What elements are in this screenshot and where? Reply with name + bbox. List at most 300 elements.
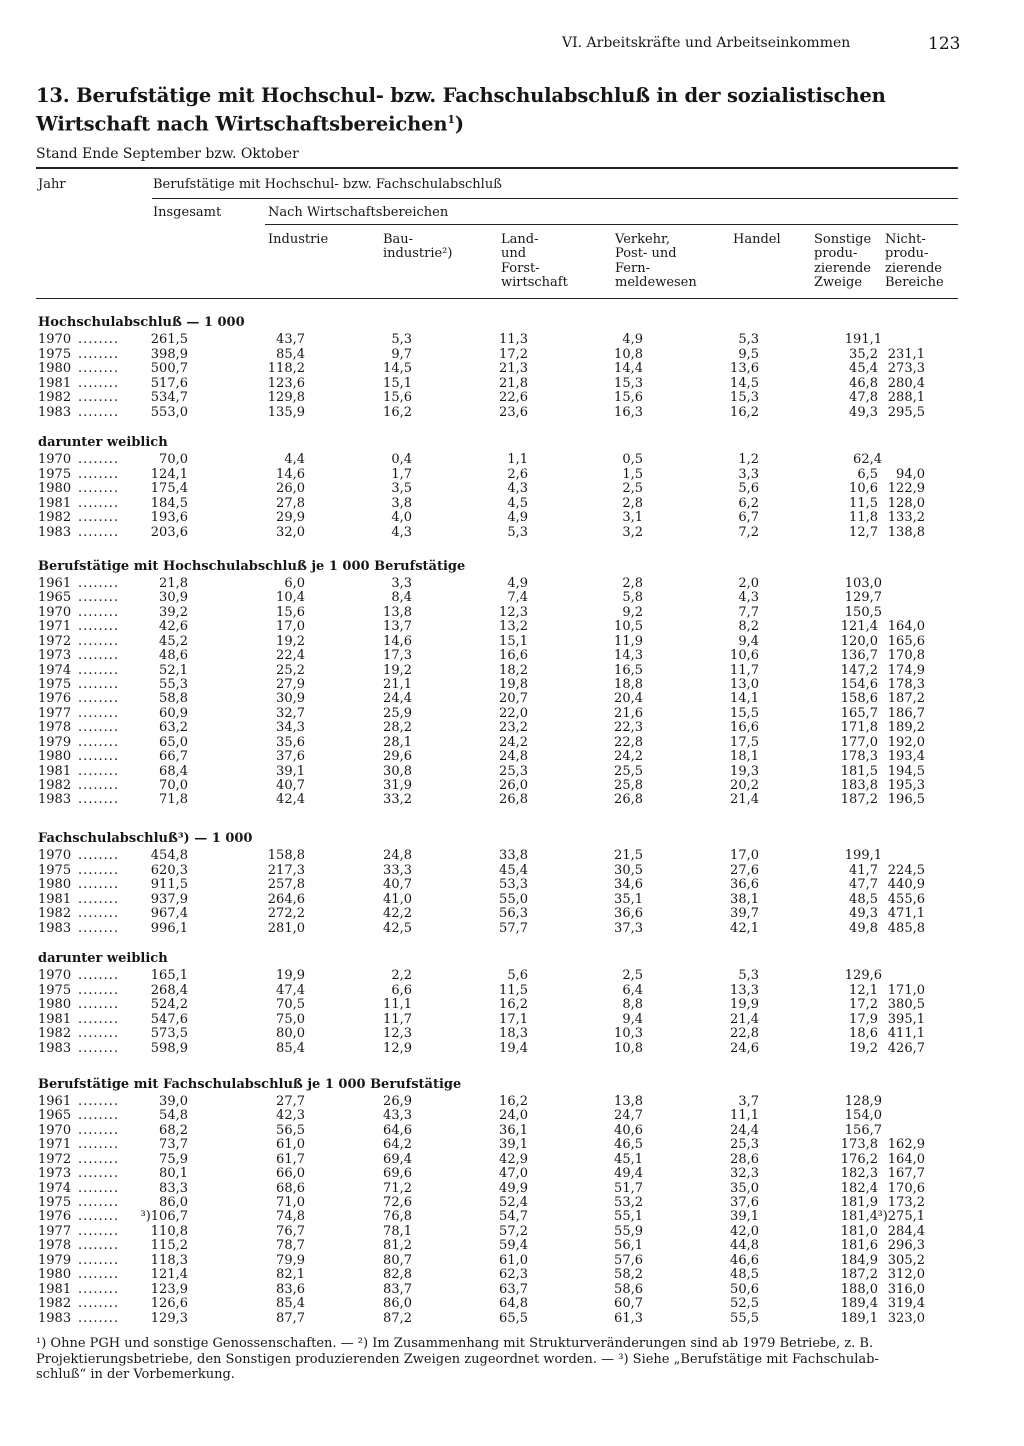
table-cell: 62,3	[499, 1267, 528, 1283]
table-cell: 15,6	[383, 390, 412, 406]
leader-dots: ........	[78, 1209, 120, 1225]
table-cell: 9,7	[391, 346, 412, 362]
table-cell: 178,3	[840, 749, 878, 764]
leader-dots: ........	[78, 390, 120, 406]
table-cell: 42,4	[276, 792, 305, 808]
table-row	[0, 907, 1024, 922]
leader-dots: ........	[78, 1252, 120, 1268]
table-cell: 281,0	[267, 921, 305, 936]
table-row	[0, 333, 1024, 348]
table-row	[0, 750, 1024, 765]
col-insgesamt: Insgesamt	[153, 205, 222, 220]
table-cell: 64,8	[499, 1296, 528, 1311]
table-row	[0, 1297, 1024, 1312]
table-cell: 19,2	[276, 633, 305, 649]
table-cell: 58,6	[614, 1281, 643, 1297]
table-cell: 3,3	[391, 576, 412, 591]
table-cell: 57,6	[614, 1252, 643, 1268]
table-cell: 13,3	[730, 982, 759, 998]
table-cell: 13,8	[614, 1094, 643, 1109]
table-cell: 187,2	[840, 792, 878, 808]
table-cell: 16,5	[614, 662, 643, 678]
leader-dots: ........	[78, 1195, 120, 1210]
table-cell: 36,6	[614, 906, 643, 922]
row-year: 1970	[38, 452, 72, 467]
col-land-line2: und	[501, 246, 527, 262]
table-row	[0, 1239, 1024, 1254]
col-nicht-line2: produ-	[885, 246, 929, 262]
table-cell: 177,0	[840, 734, 878, 750]
row-year: 1971	[38, 619, 72, 635]
row-year: 1983	[38, 525, 72, 540]
row-year: 1982	[38, 777, 72, 793]
table-cell: 64,6	[383, 1122, 412, 1138]
table-cell: 5,6	[507, 968, 528, 983]
table-cell: 22,8	[614, 734, 643, 750]
table-cell: 36,6	[730, 877, 759, 893]
table-cell: 16,2	[730, 405, 759, 420]
table-cell: 68,4	[159, 763, 188, 779]
table-cell: 0,4	[391, 452, 412, 467]
table-cell: 121,4	[840, 619, 878, 635]
col-group: Berufstätige mit Hochschul- bzw. Fachschulabschluß	[153, 177, 502, 192]
table-cell: 24,6	[730, 1041, 759, 1056]
table-cell: 61,7	[276, 1151, 305, 1167]
leader-dots: ........	[78, 749, 120, 764]
table-row	[0, 969, 1024, 984]
table-row	[0, 779, 1024, 794]
table-cell: 10,6	[730, 648, 759, 664]
table-cell: 5,3	[507, 525, 528, 540]
combined-cell: 62,4	[853, 452, 882, 467]
table-cell: 295,5	[887, 405, 925, 420]
table-cell: 24,0	[499, 1108, 528, 1124]
title-tail: )	[454, 112, 464, 136]
table-cell: 25,3	[730, 1137, 759, 1153]
leader-dots: ........	[78, 1267, 120, 1283]
table-cell: 22,3	[614, 720, 643, 736]
table-cell: 83,7	[383, 1281, 412, 1297]
table-cell: 24,4	[383, 691, 412, 707]
table-cell: 36,1	[499, 1122, 528, 1138]
leader-dots: ........	[78, 332, 120, 347]
table-cell: 534,7	[150, 390, 188, 406]
table-row	[0, 526, 1024, 541]
table-cell: 73,7	[159, 1137, 188, 1153]
leader-dots: ........	[78, 763, 120, 779]
table-cell: 76,7	[276, 1223, 305, 1239]
table-cell: 57,2	[499, 1223, 528, 1239]
table-cell: 24,7	[614, 1108, 643, 1124]
leader-dots: ........	[78, 525, 120, 540]
table-row	[0, 468, 1024, 483]
table-cell: 43,7	[276, 332, 305, 347]
table-cell: 87,2	[383, 1310, 412, 1326]
leader-dots: ........	[78, 891, 120, 907]
leader-dots: ........	[78, 1238, 120, 1254]
table-cell: 9,2	[622, 604, 643, 620]
leader-dots: ........	[78, 982, 120, 998]
row-year: 1982	[38, 510, 72, 526]
table-cell: 11,1	[730, 1108, 759, 1124]
leader-dots: ........	[78, 495, 120, 511]
table-cell: 27,6	[730, 862, 759, 878]
leader-dots: ........	[78, 633, 120, 649]
table-cell: 42,9	[499, 1151, 528, 1167]
table-cell: 189,4	[840, 1296, 878, 1311]
table-cell: 55,0	[499, 891, 528, 907]
table-cell: 55,3	[159, 676, 188, 692]
table-row	[0, 878, 1024, 893]
table-cell: 4,3	[391, 525, 412, 540]
table-cell: 135,9	[267, 405, 305, 420]
row-year: 1976	[38, 1209, 72, 1225]
table-cell: 31,9	[383, 777, 412, 793]
row-year: 1965	[38, 1108, 72, 1124]
table-cell: 911,5	[150, 877, 188, 893]
table-row	[0, 377, 1024, 392]
row-year: 1983	[38, 921, 72, 936]
combined-cell: 156,7	[844, 1122, 882, 1138]
table-cell: 3,1	[622, 510, 643, 526]
col-bau-line1: Bau-	[383, 232, 414, 247]
table-cell: 23,6	[499, 405, 528, 420]
table-cell: 63,7	[499, 1281, 528, 1297]
table-cell: 5,3	[391, 332, 412, 347]
table-cell: 123,9	[150, 1281, 188, 1297]
leader-dots: ........	[78, 576, 120, 591]
table-cell: 25,3	[499, 763, 528, 779]
table-row	[0, 453, 1024, 468]
table-row	[0, 1283, 1024, 1298]
table-row	[0, 864, 1024, 879]
table-cell: 39,0	[159, 1094, 188, 1109]
table-cell: 120,0	[840, 633, 878, 649]
row-year: 1970	[38, 1122, 72, 1138]
table-cell: 15,3	[614, 375, 643, 391]
row-year: 1975	[38, 982, 72, 998]
leader-dots: ........	[78, 648, 120, 664]
table-cell: 174,9	[887, 662, 925, 678]
table-cell: 10,4	[276, 590, 305, 606]
table-cell: 312,0	[887, 1267, 925, 1283]
table-cell: 21,8	[499, 375, 528, 391]
table-row	[0, 1153, 1024, 1168]
table-cell: 39,1	[730, 1209, 759, 1225]
table-row	[0, 1109, 1024, 1124]
table-cell: 128,0	[887, 495, 925, 511]
col-verkehr-line3: Fern-	[615, 260, 650, 276]
table-cell: 158,6	[840, 691, 878, 707]
table-cell: 455,6	[887, 891, 925, 907]
table-cell: 34,6	[614, 877, 643, 893]
table-cell: 16,3	[614, 405, 643, 420]
row-year: 1980	[38, 361, 72, 377]
table-cell: 9,5	[738, 346, 759, 362]
col-verkehr-line2: Post- und	[615, 246, 677, 262]
table-cell: 316,0	[887, 1281, 925, 1297]
col-nicht	[885, 233, 944, 291]
table-cell: 14,3	[614, 648, 643, 664]
row-year: 1970	[38, 848, 72, 863]
row-year: 1982	[38, 906, 72, 922]
leader-dots: ........	[78, 1151, 120, 1167]
row-year: 1980	[38, 481, 72, 497]
row-year: 1970	[38, 968, 72, 983]
table-cell: 25,8	[614, 777, 643, 793]
sector-rule	[265, 224, 958, 225]
table-cell: 6,7	[738, 510, 759, 526]
leader-dots: ........	[78, 604, 120, 620]
leader-dots: ........	[78, 676, 120, 692]
table-cell: 1,5	[622, 466, 643, 482]
leader-dots: ........	[78, 906, 120, 922]
row-year: 1983	[38, 1041, 72, 1056]
table-cell: 11,8	[849, 510, 878, 526]
table-cell: 170,6	[887, 1180, 925, 1196]
col-nicht-line4: Bereiche	[885, 275, 944, 291]
table-cell: 46,5	[614, 1137, 643, 1153]
table-cell: 3,5	[391, 481, 412, 497]
table-cell: 25,5	[614, 763, 643, 779]
leader-dots: ........	[78, 968, 120, 983]
table-cell: 16,2	[383, 405, 412, 420]
col-sonstige-line2: produ-	[814, 246, 858, 262]
table-cell: 24,4	[730, 1122, 759, 1138]
table-cell: 5,3	[738, 968, 759, 983]
table-cell: 11,7	[730, 662, 759, 678]
table-cell: 181,6	[840, 1238, 878, 1254]
table-cell: 9,4	[738, 633, 759, 649]
table-cell: 158,8	[267, 848, 305, 863]
table-cell: 54,8	[159, 1108, 188, 1124]
leader-dots: ........	[78, 1296, 120, 1311]
table-cell: 19,9	[730, 997, 759, 1013]
table-cell: 21,8	[159, 576, 188, 591]
leader-dots: ........	[78, 1041, 120, 1056]
col-verkehr	[615, 233, 697, 291]
table-cell: 47,7	[849, 877, 878, 893]
leader-dots: ........	[78, 777, 120, 793]
table-cell: 18,6	[849, 1026, 878, 1042]
row-year: 1982	[38, 390, 72, 406]
table-row	[0, 649, 1024, 664]
table-cell: 15,1	[383, 375, 412, 391]
table-cell: 15,5	[730, 705, 759, 721]
table-row	[0, 1268, 1024, 1283]
table-cell: 18,1	[730, 749, 759, 764]
table-cell: 49,3	[849, 906, 878, 922]
table-cell: 42,3	[276, 1108, 305, 1124]
table-row	[0, 362, 1024, 377]
table-row	[0, 984, 1024, 999]
table-cell: 51,7	[614, 1180, 643, 1196]
col-land-line4: wirtschaft	[501, 275, 568, 291]
col-land-line3: Forst-	[501, 260, 540, 276]
table-cell: 24,8	[383, 848, 412, 863]
table-row	[0, 1013, 1024, 1028]
table-cell: 71,0	[276, 1195, 305, 1210]
table-cell: 122,9	[887, 481, 925, 497]
table-cell: 22,6	[499, 390, 528, 406]
table-cell: 94,0	[896, 466, 925, 482]
combined-cell: 128,9	[844, 1094, 882, 1109]
table-cell: 12,3	[383, 1026, 412, 1042]
table-cell: 121,4	[150, 1267, 188, 1283]
leader-dots: ........	[78, 877, 120, 893]
table-cell: 13,8	[383, 604, 412, 620]
table-cell: 189,1	[840, 1310, 878, 1326]
leader-dots: ........	[78, 619, 120, 635]
table-cell: 19,8	[499, 676, 528, 692]
col-nach: Nach Wirtschaftsbereichen	[268, 205, 449, 220]
table-cell: 187,2	[887, 691, 925, 707]
table-row	[0, 1124, 1024, 1139]
table-cell: 171,8	[840, 720, 878, 736]
table-cell: 30,9	[159, 590, 188, 606]
table-cell: 16,2	[499, 1094, 528, 1109]
section-title: Fachschulabschluß³) — 1 000	[38, 831, 253, 846]
table-cell: 14,4	[614, 361, 643, 377]
table-cell: 186,7	[887, 705, 925, 721]
table-cell: 164,0	[887, 1151, 925, 1167]
table-title	[36, 84, 971, 137]
leader-dots: ........	[78, 1011, 120, 1027]
table-cell: 32,3	[730, 1166, 759, 1182]
table-cell: 162,9	[887, 1137, 925, 1153]
table-cell: 996,1	[150, 921, 188, 936]
header-bottom-rule	[36, 298, 958, 299]
combined-cell: 191,1	[844, 332, 882, 347]
table-row	[0, 348, 1024, 363]
table-cell: 69,6	[383, 1166, 412, 1182]
table-cell: 573,5	[150, 1026, 188, 1042]
table-cell: 65,5	[499, 1310, 528, 1326]
row-year: 1977	[38, 705, 72, 721]
table-cell: 61,0	[499, 1252, 528, 1268]
table-cell: 55,5	[730, 1310, 759, 1326]
table-cell: 35,0	[730, 1180, 759, 1196]
table-cell: 136,7	[840, 648, 878, 664]
table-cell: 14,6	[276, 466, 305, 482]
table-cell: 17,2	[849, 997, 878, 1013]
row-year: 1978	[38, 720, 72, 736]
table-cell: 6,6	[391, 982, 412, 998]
table-cell: 17,9	[849, 1011, 878, 1027]
table-cell: 13,2	[499, 619, 528, 635]
section-title: Hochschulabschluß — 1 000	[38, 315, 245, 330]
table-cell: 12,1	[849, 982, 878, 998]
leader-dots: ........	[78, 734, 120, 750]
table-cell: 71,8	[159, 792, 188, 808]
table-cell: 16,6	[730, 720, 759, 736]
table-cell: 426,7	[887, 1041, 925, 1056]
table-row	[0, 1312, 1024, 1327]
table-row	[0, 1027, 1024, 1042]
table-cell: 17,2	[499, 346, 528, 362]
table-cell: 42,1	[730, 921, 759, 936]
combined-cell: 129,6	[844, 968, 882, 983]
table-cell: 52,5	[730, 1296, 759, 1311]
row-year: 1970	[38, 604, 72, 620]
row-year: 1980	[38, 997, 72, 1013]
table-cell: 28,1	[383, 734, 412, 750]
table-cell: 4,0	[391, 510, 412, 526]
table-cell: 11,5	[849, 495, 878, 511]
table-cell: 66,0	[276, 1166, 305, 1182]
table-cell: 11,1	[383, 997, 412, 1013]
footnote-line: ¹) Ohne PGH und sonstige Genossenschaften. — ²) Im Zusammenhang mit Strukturveränderungen sind ab 1979 Betriebe, z. B.	[36, 1336, 874, 1351]
table-cell: 24,8	[499, 749, 528, 764]
table-cell: 25,9	[383, 705, 412, 721]
table-cell: 5,8	[622, 590, 643, 606]
table-cell: 296,3	[887, 1238, 925, 1254]
table-row	[0, 511, 1024, 526]
row-year: 1981	[38, 1011, 72, 1027]
table-cell: 85,4	[276, 1041, 305, 1056]
table-cell: 49,8	[849, 921, 878, 936]
table-cell: 4,9	[507, 576, 528, 591]
leader-dots: ........	[78, 1310, 120, 1326]
leader-dots: ........	[78, 1223, 120, 1239]
table-cell: 19,2	[849, 1041, 878, 1056]
table-cell: 21,3	[499, 361, 528, 377]
chapter-header: VI. Arbeitskräfte und Arbeitseinkommen	[562, 35, 851, 51]
row-year: 1975	[38, 466, 72, 482]
table-cell: 3,3	[738, 466, 759, 482]
row-year: 1975	[38, 676, 72, 692]
table-cell: 78,1	[383, 1223, 412, 1239]
table-row	[0, 849, 1024, 864]
section-title: darunter weiblich	[38, 435, 168, 450]
table-cell: 37,6	[730, 1195, 759, 1210]
table-cell: 4,9	[622, 332, 643, 347]
row-year: 1972	[38, 633, 72, 649]
table-cell: 272,2	[267, 906, 305, 922]
row-year: 1971	[38, 1137, 72, 1153]
table-cell: ³)275,1	[877, 1209, 925, 1225]
table-cell: 500,7	[150, 361, 188, 377]
table-cell: 264,6	[267, 891, 305, 907]
table-cell: 11,9	[614, 633, 643, 649]
table-cell: 110,8	[150, 1223, 188, 1239]
table-cell: 80,0	[276, 1026, 305, 1042]
table-cell: 68,6	[276, 1180, 305, 1196]
row-year: 1979	[38, 734, 72, 750]
table-cell: 49,9	[499, 1180, 528, 1196]
table-cell: 53,2	[614, 1195, 643, 1210]
table-cell: 1,2	[738, 452, 759, 467]
table-cell: 203,6	[150, 525, 188, 540]
table-cell: 30,5	[614, 862, 643, 878]
table-row	[0, 692, 1024, 707]
row-year: 1983	[38, 1310, 72, 1326]
table-cell: 517,6	[150, 375, 188, 391]
stand-note: Stand Ende September bzw. Oktober	[36, 146, 299, 162]
table-cell: 164,0	[887, 619, 925, 635]
table-row	[0, 1167, 1024, 1182]
table-cell: 6,0	[284, 576, 305, 591]
table-cell: 49,4	[614, 1166, 643, 1182]
row-year: 1961	[38, 576, 72, 591]
row-year: 1983	[38, 792, 72, 808]
table-cell: 12,7	[849, 525, 878, 540]
table-cell: 42,6	[159, 619, 188, 635]
table-cell: 27,7	[276, 1094, 305, 1109]
table-row	[0, 1042, 1024, 1057]
table-cell: 25,2	[276, 662, 305, 678]
table-cell: 54,7	[499, 1209, 528, 1225]
